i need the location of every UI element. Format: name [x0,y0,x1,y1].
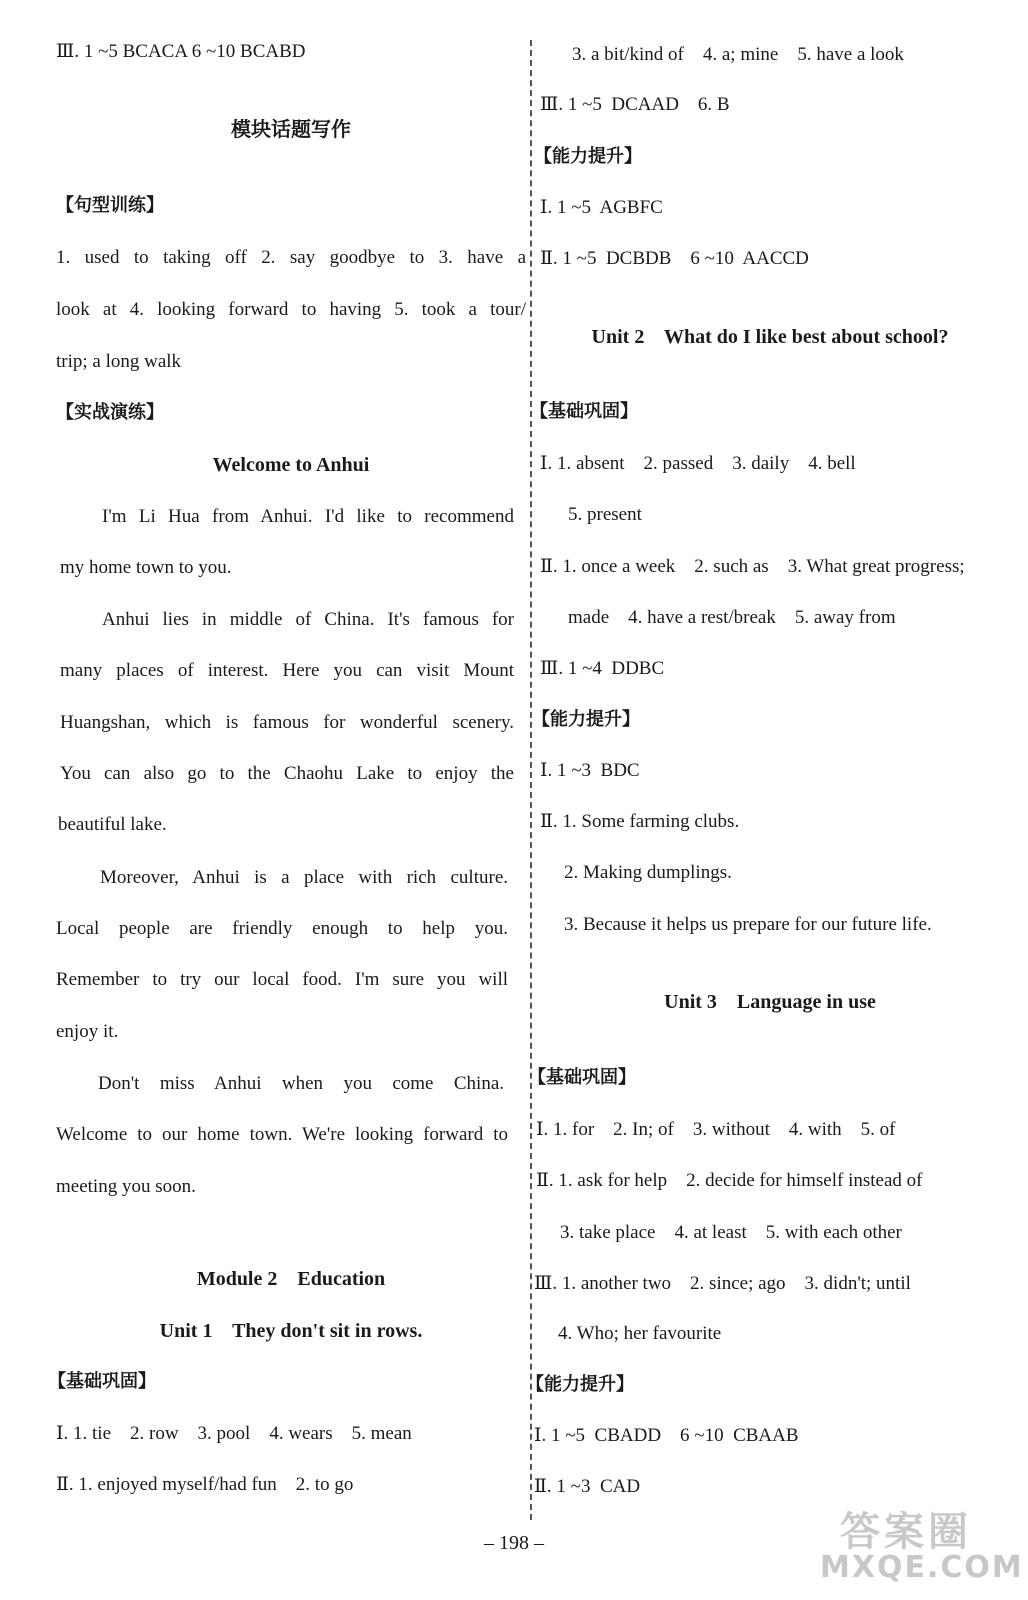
essay-line: Local people are friendly enough to help you. [56,918,508,939]
answer-line: Ⅱ. 1. once a week 2. such as 3. What great progress; [540,556,965,577]
answer-line: Ⅰ. 1. for 2. In; of 3. without 4. with 5. of [536,1119,896,1140]
essay-line: Anhui lies in middle of China. It's famous for [102,609,514,630]
essay-line: Huangshan, which is famous for wonderful scenery. [60,712,514,733]
essay-line: Don't miss Anhui when you come China. [98,1073,504,1094]
module-title: Module 2 Education [196,1268,386,1290]
watermark-logo [820,1500,1024,1590]
answer-line: 4. Who; her favourite [558,1323,722,1344]
page-number: – 198 – [484,1532,544,1554]
subsection-label: 【能力提升】 [532,709,640,730]
answer-line: trip; a long walk [56,351,182,372]
answer-line: 3. take place 4. at least 5. with each other [560,1222,902,1243]
unit-title: Unit 3 Language in use [664,991,876,1013]
watermark-text-en: MXQE.COM [820,1550,1024,1585]
subsection-label: 【基础巩固】 [48,1371,156,1392]
answer-line: Ⅰ. 1 ~5 CBADD 6 ~10 CBAAB [534,1425,799,1446]
subsection-label: 【实战演练】 [56,402,164,423]
essay-title: Welcome to Anhui [212,454,370,476]
subsection-label: 【句型训练】 [56,195,164,216]
answer-line: Ⅲ. 1 ~4 DDBC [540,658,665,679]
subsection-label: 【能力提升】 [534,146,642,167]
unit-title: Unit 1 They don't sit in rows. [159,1320,423,1342]
essay-line: You can also go to the Chaohu Lake to enjoy the [60,763,514,784]
essay-line: Moreover, Anhui is a place with rich culture. [100,867,508,888]
answer-line: 1. used to taking off 2. say goodbye to 3. have a [56,247,526,268]
subsection-label: 【基础巩固】 [530,401,638,422]
essay-line: Remember to try our local food. I'm sure you will [56,969,508,990]
essay-line: enjoy it. [56,1021,119,1042]
essay-line: beautiful lake. [58,814,167,835]
answer-line: Ⅱ. 1. ask for help 2. decide for himself instead of [536,1170,923,1191]
answer-line: Ⅱ. 1. Some farming clubs. [540,811,740,832]
answer-line: Ⅰ. 1 ~3 BDC [540,760,640,781]
answer-line: Ⅲ. 1 ~5 BCACA 6 ~10 BCABD [56,41,306,62]
subsection-label: 【能力提升】 [526,1374,634,1395]
answer-line: 3. Because it helps us prepare for our future life. [564,914,932,935]
answer-line: Ⅱ. 1 ~5 DCBDB 6 ~10 AACCD [540,248,809,269]
essay-line: Welcome to our home town. We're looking forward to [56,1124,508,1145]
column-divider [530,40,532,1520]
answer-line: Ⅲ. 1 ~5 DCAAD 6. B [540,94,730,115]
essay-line: meeting you soon. [56,1176,196,1197]
answer-line: Ⅱ. 1. enjoyed myself/had fun 2. to go [56,1474,354,1495]
answer-line: Ⅰ. 1. tie 2. row 3. pool 4. wears 5. mean [56,1423,412,1444]
watermark-text-cn: 答案圈 [840,1509,972,1555]
essay-line: I'm Li Hua from Anhui. I'd like to recommend [102,506,514,527]
answer-line: 2. Making dumplings. [564,862,732,883]
unit-title: Unit 2 What do I like best about school? [591,326,949,348]
answer-line: Ⅰ. 1 ~5 AGBFC [540,197,663,218]
answer-line: Ⅰ. 1. absent 2. passed 3. daily 4. bell [540,453,856,474]
section-title: 模块话题写作 [231,119,351,141]
answer-line: 3. a bit/kind of 4. a; mine 5. have a look [572,44,904,65]
essay-line: my home town to you. [60,557,232,578]
answer-line: Ⅲ. 1. another two 2. since; ago 3. didn't; until [534,1273,911,1294]
essay-line: many places of interest. Here you can visit Mount [60,660,514,681]
answer-line: Ⅱ. 1 ~3 CAD [534,1476,641,1497]
answer-line: made 4. have a rest/break 5. away from [568,607,896,628]
answer-line: 5. present [568,504,642,525]
answer-line: look at 4. looking forward to having 5. took a tour/ [56,299,526,320]
subsection-label: 【基础巩固】 [528,1067,636,1088]
